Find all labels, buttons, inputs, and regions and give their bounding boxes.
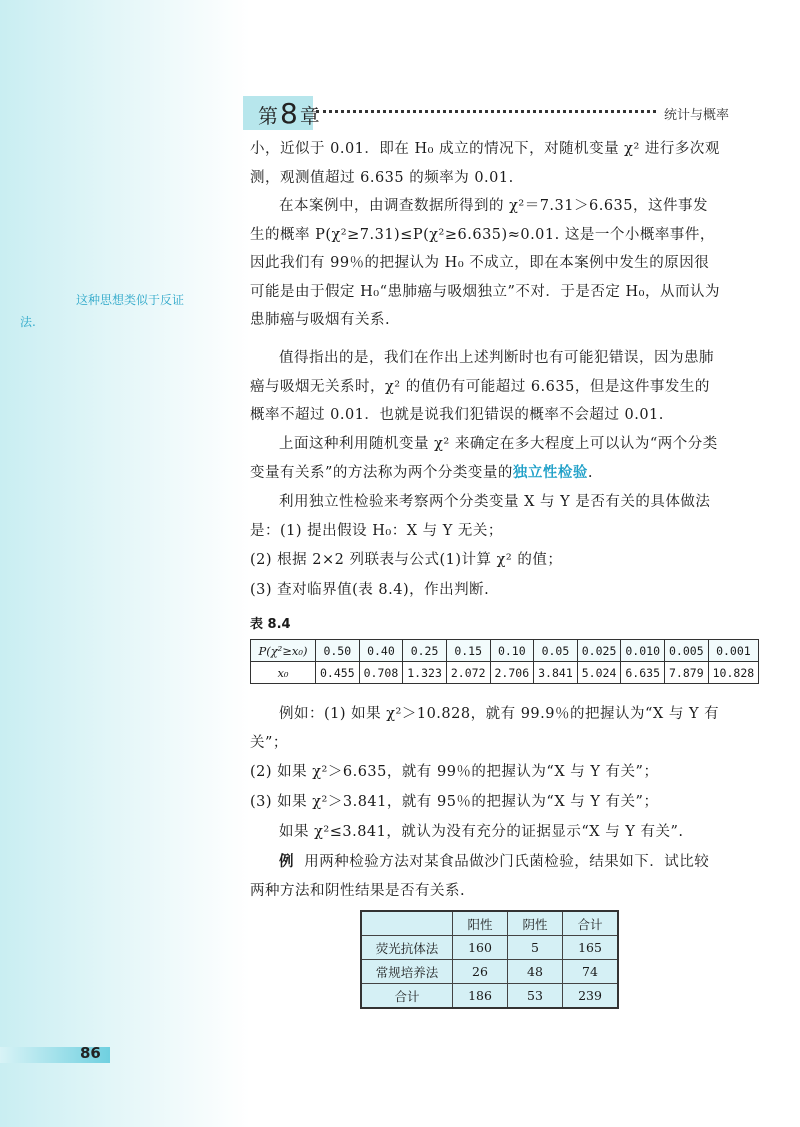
table-row: [251, 662, 759, 684]
header-dotted-leader: [316, 110, 656, 113]
x-value-cell: 3.841: [534, 662, 578, 684]
critical-value-table: [250, 639, 759, 684]
chapter-number: 8: [280, 97, 298, 130]
row-header: 常规培养法: [361, 960, 453, 984]
p-value-cell: 0.40: [359, 640, 403, 662]
table-row: [361, 911, 618, 936]
row-label-probability: P(χ²≥x₀): [251, 640, 316, 662]
page-number: 86: [80, 1044, 101, 1062]
x-value-cell: 2.072: [446, 662, 490, 684]
table-cell: 165: [563, 936, 619, 960]
example-line-3: (3) 如果 χ²＞3.841，就有 95％的把握认为“X 与 Y 有关”；: [250, 794, 659, 810]
example-label: 例: [279, 853, 294, 870]
paragraph-2: 在本案例中，由调查数据所得到的 χ²＝7.31＞6.635，这件事发生的概率 P(χ²≥7.31)≤P(χ²≥6.635)≈0.01. 这是一个小概率事件，因此我们有 99％的把握认为 H₀ 不成立，即在本案例中发生的原因很可能是由于假定 H₀“患肺癌与吸烟独立”不对．于是否定 H₀，从而认为患肺癌与吸烟有关系.: [250, 198, 720, 328]
paragraph-4-text: 上面这种利用随机变量 χ² 来确定在多大程度上可以认为“两个分类变量有关系”的方法称为两个分类变量的: [250, 436, 718, 481]
p-value-cell: 0.05: [534, 640, 578, 662]
table-cell: 5: [508, 936, 563, 960]
x-value-cell: 6.635: [621, 662, 665, 684]
x-value-cell: 2.706: [490, 662, 534, 684]
step-3: (3) 查对临界值(表 8.4)，作出判断.: [250, 582, 490, 598]
margin-note: 这种思想类似于反证法.: [20, 293, 185, 329]
paragraph-1: 小，近似于 0.01．即在 H₀ 成立的情况下，对随机变量 χ² 进行多次观测，观测值超过 6.635 的频率为 0.01.: [250, 141, 720, 186]
paragraph-5: 利用独立性检验来考察两个分类变量 X 与 Y 是否有关的具体做法是：(1) 提出假设 H₀：X 与 Y 无关；: [250, 494, 711, 539]
table-cell: 239: [563, 984, 619, 1009]
p-value-cell: 0.025: [577, 640, 621, 662]
p-value-cell: 0.25: [403, 640, 447, 662]
example-line-4: 如果 χ²≤3.841，就认为没有充分的证据显示“X 与 Y 有关”.: [279, 824, 684, 840]
table-cell: 53: [508, 984, 563, 1009]
header-cell: 阳性: [453, 911, 508, 936]
x-value-cell: 1.323: [403, 662, 447, 684]
paragraph-4: [250, 430, 722, 487]
example-text: 用两种检验方法对某食品做沙门氏菌检验，结果如下．试比较两种方法和阴性结果是否有关系.: [250, 854, 710, 899]
row-label-x0: x₀: [251, 662, 316, 684]
table-cell: 160: [453, 936, 508, 960]
p-value-cell: 0.005: [665, 640, 709, 662]
header-cell: [361, 911, 453, 936]
header-cell: 阴性: [508, 911, 563, 936]
chapter-heading: [258, 97, 320, 130]
table-row: [361, 936, 618, 960]
worked-example: [250, 848, 722, 905]
step-2: (2) 根据 2×2 列联表与公式(1)计算 χ² 的值；: [250, 552, 563, 568]
table-cell: 48: [508, 960, 563, 984]
term-independence-test: 独立性检验: [512, 463, 588, 481]
table-row: [361, 960, 618, 984]
chapter-suffix: 章: [299, 104, 320, 128]
p-value-cell: 0.010: [621, 640, 665, 662]
x-value-cell: 0.708: [359, 662, 403, 684]
p-value-cell: 0.50: [316, 640, 360, 662]
table-cell: 26: [453, 960, 508, 984]
p-value-cell: 0.15: [446, 640, 490, 662]
table-cell: 74: [563, 960, 619, 984]
table-cell: 186: [453, 984, 508, 1009]
paragraph-3: 值得指出的是，我们在作出上述判断时也有可能犯错误，因为患肺癌与吸烟无关系时，χ² 的值仍有可能超过 6.635，但是这件事发生的概率不超过 0.01．也就是说我们犯错误的概率不会超过 0.01.: [250, 350, 714, 423]
p-value-cell: 0.10: [490, 640, 534, 662]
paragraph-4-tail: .: [587, 464, 594, 481]
row-header: 荧光抗体法: [361, 936, 453, 960]
example-line-2: (2) 如果 χ²＞6.635，就有 99％的把握认为“X 与 Y 有关”；: [250, 764, 659, 780]
x-value-cell: 7.879: [665, 662, 709, 684]
example-line-1: 例如：(1) 如果 χ²＞10.828，就有 99.9％的把握认为“X 与 Y 有关”；: [250, 706, 720, 751]
margin-gradient-band: [0, 0, 250, 1127]
x-value-cell: 5.024: [577, 662, 621, 684]
header-cell: 合计: [563, 911, 619, 936]
x-value-cell: 0.455: [316, 662, 360, 684]
table-8-4-label: 表 8.4: [250, 617, 291, 632]
salmonella-test-table: [360, 910, 619, 1009]
table-row: [361, 984, 618, 1009]
p-value-cell: 0.001: [708, 640, 759, 662]
table-row: [251, 640, 759, 662]
row-header: 合计: [361, 984, 453, 1009]
section-title: 统计与概率: [664, 108, 730, 123]
chapter-prefix: 第: [258, 104, 278, 128]
x-value-cell: 10.828: [708, 662, 759, 684]
